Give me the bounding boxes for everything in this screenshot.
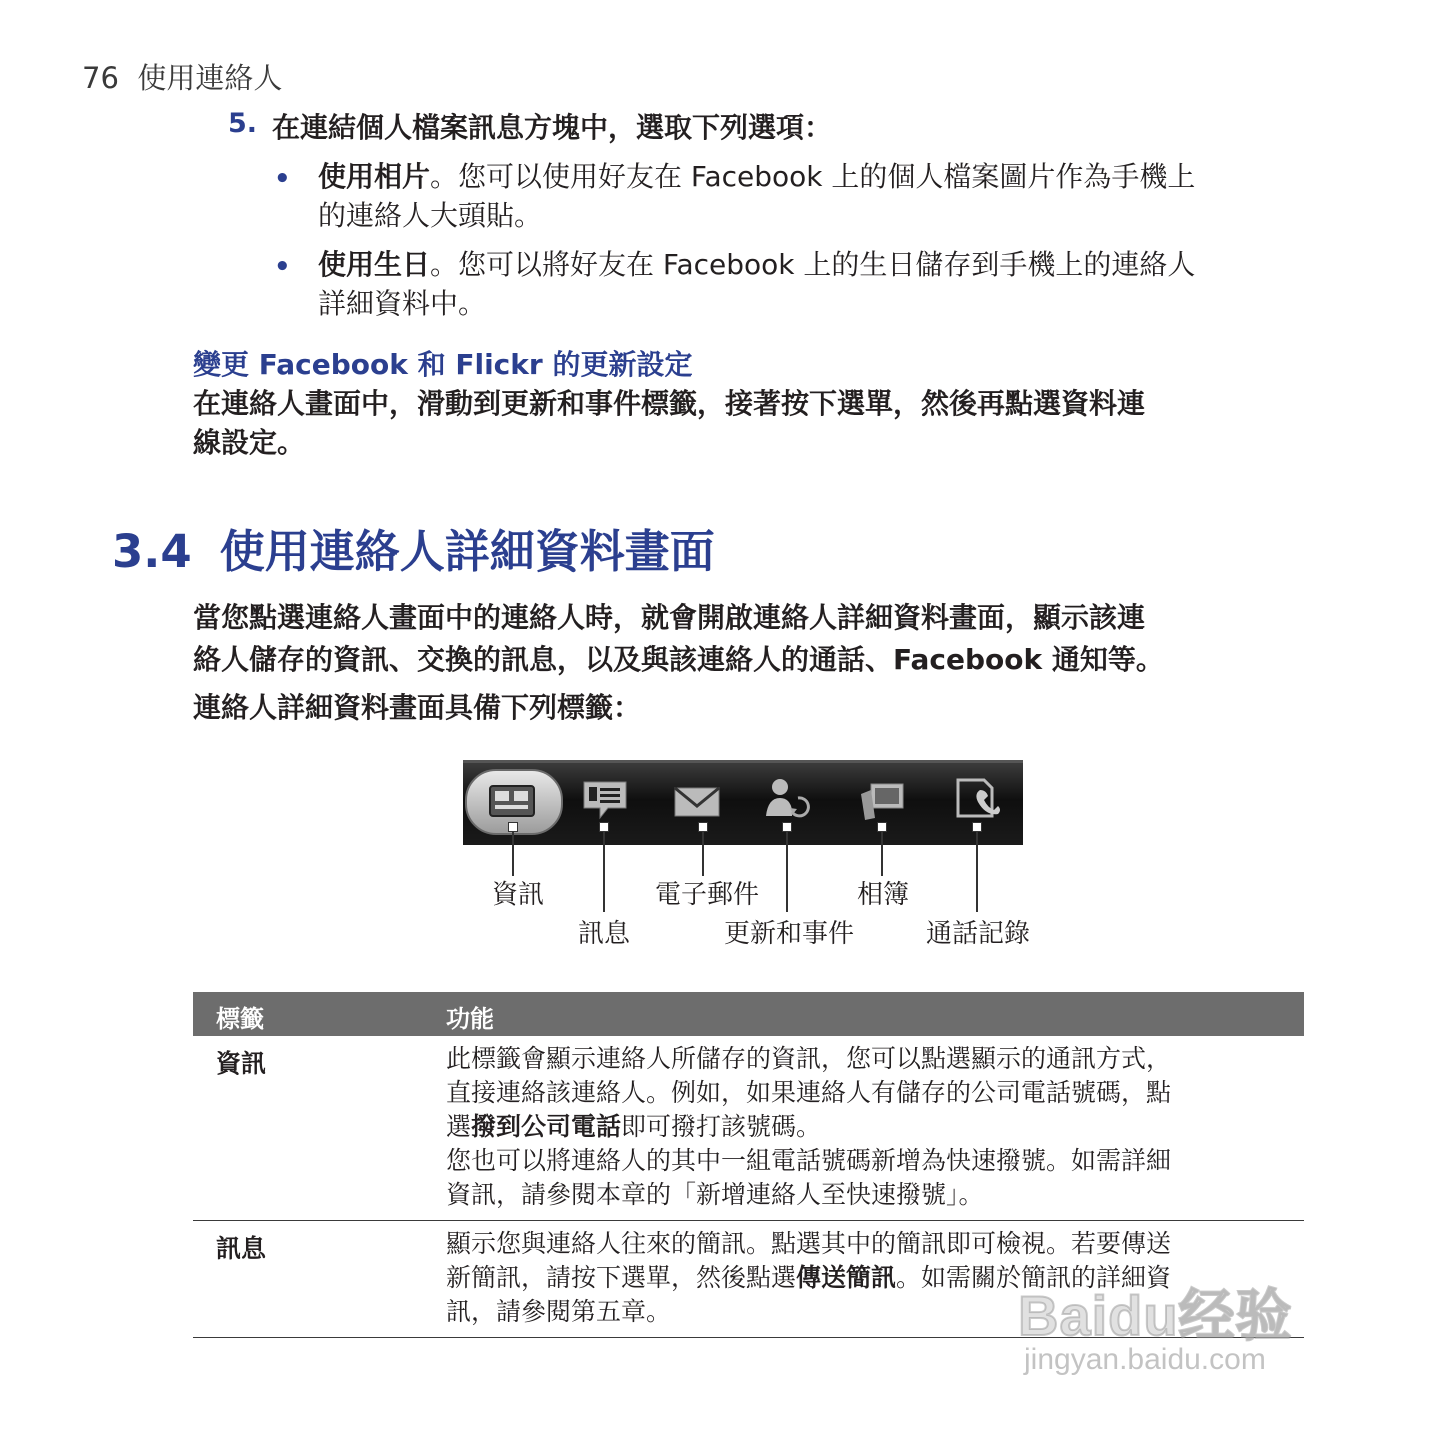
row-line: 訊，請參閱第五章。	[446, 1297, 672, 1326]
row-line: 您也可以將連絡人的其中一組電話號碼新增為快速撥號。如需詳細	[446, 1146, 1172, 1175]
update-settings-text	[193, 384, 1145, 462]
tab-label-album: 相簿	[857, 880, 910, 910]
update-settings-line: 在連絡人畫面中，滑動到更新和事件標籤，接著按下選單，然後再點選資料連	[193, 387, 1146, 420]
callout-dot	[698, 822, 708, 832]
table-header	[193, 992, 1304, 1036]
row-line: 資訊，請參閱本章的「新增連絡人至快速撥號」。	[446, 1180, 984, 1209]
callout-line	[603, 830, 605, 912]
intro-line: 當您點選連絡人畫面中的連絡人時，就會開啟連絡人詳細資料畫面，顯示該連	[193, 601, 1146, 634]
row-emphasis: 傳送簡訊	[796, 1263, 897, 1292]
option-desc-cont: 的連絡人大頭貼。	[318, 199, 543, 232]
callout-line	[976, 830, 978, 912]
callout-line	[702, 830, 704, 876]
option-desc: 。您可以使用好友在 Facebook 上的個人檔案圖片作為手機上	[430, 160, 1196, 193]
section-heading	[112, 515, 715, 580]
section-title: 使用連絡人詳細資料畫面	[219, 525, 715, 578]
tabs-intro: 連絡人詳細資料畫面具備下列標籤：	[193, 691, 642, 724]
row-value	[446, 1036, 1304, 1220]
running-head	[82, 56, 282, 97]
callout-dot	[599, 822, 609, 832]
page-number: 76	[82, 61, 119, 95]
callout-dot	[972, 822, 982, 832]
watermark-url: jingyan.baidu.com	[1024, 1343, 1266, 1376]
bullet-item-birthday	[318, 245, 1195, 323]
update-settings-line: 線設定。	[193, 426, 306, 459]
phone-log-icon[interactable]	[952, 776, 1002, 820]
table-row	[193, 1036, 1304, 1221]
watermark-logo: Baidu经验	[1018, 1284, 1293, 1347]
contact-card-icon[interactable]	[487, 780, 537, 824]
option-desc-cont: 詳細資料中。	[318, 287, 487, 320]
intro-line: 絡人儲存的資訊、交換的訊息，以及與該連絡人的通話、Facebook 通知等。	[193, 643, 1164, 676]
callout-line	[512, 830, 514, 876]
step-number: 5.	[228, 108, 258, 139]
column-header-function: 功能	[446, 1005, 494, 1033]
row-line	[446, 1110, 1304, 1144]
section-intro	[193, 597, 1164, 681]
row-emphasis: 撥到公司電話	[471, 1112, 622, 1141]
bullet-icon: •	[274, 252, 291, 282]
row-key: 訊息	[216, 1234, 267, 1263]
option-desc: 。您可以將好友在 Facebook 上的生日儲存到手機上的連絡人	[430, 248, 1196, 281]
option-name: 使用生日	[318, 248, 431, 281]
tab-label-email: 電子郵件	[655, 880, 760, 910]
update-settings-heading: 變更 Facebook 和 Flickr 的更新設定	[193, 348, 693, 381]
email-icon[interactable]	[672, 780, 722, 824]
photo-album-icon[interactable]	[857, 780, 907, 824]
callout-line	[786, 830, 788, 912]
callout-line	[881, 830, 883, 876]
row-text: 即可撥打該號碼。	[621, 1112, 822, 1141]
column-header-tab: 標籤	[216, 1005, 264, 1033]
bullet-icon: •	[274, 164, 291, 194]
tab-label-call-log: 通話記錄	[926, 919, 1031, 949]
row-key: 資訊	[216, 1049, 267, 1078]
callout-dot	[782, 822, 792, 832]
row-line: 顯示您與連絡人往來的簡訊。點選其中的簡訊即可檢視。若要傳送	[446, 1229, 1172, 1258]
chapter-title: 使用連絡人	[137, 61, 283, 95]
row-line: 直接連絡該連絡人。例如，如果連絡人有儲存的公司電話號碼，點	[446, 1078, 1172, 1107]
tab-label-updates: 更新和事件	[724, 919, 855, 949]
row-text: 選	[446, 1112, 472, 1141]
tab-label-info: 資訊	[492, 880, 545, 910]
callout-dot	[508, 822, 518, 832]
row-text: 。如需關於簡訊的詳細資	[896, 1263, 1172, 1292]
message-icon[interactable]	[580, 778, 630, 822]
tab-label-messages: 訊息	[578, 919, 631, 949]
bullet-item-photo	[318, 157, 1195, 235]
row-text: 新簡訊，請按下選單，然後點選	[446, 1263, 797, 1292]
section-number: 3.4	[112, 525, 192, 578]
step-text: 在連結個人檔案訊息方塊中，選取下列選項：	[272, 111, 833, 144]
option-name: 使用相片	[318, 160, 431, 193]
callout-dot	[877, 822, 887, 832]
row-line: 此標籤會顯示連絡人所儲存的資訊，您可以點選顯示的通訊方式，	[446, 1044, 1172, 1073]
person-update-icon[interactable]	[762, 776, 812, 820]
